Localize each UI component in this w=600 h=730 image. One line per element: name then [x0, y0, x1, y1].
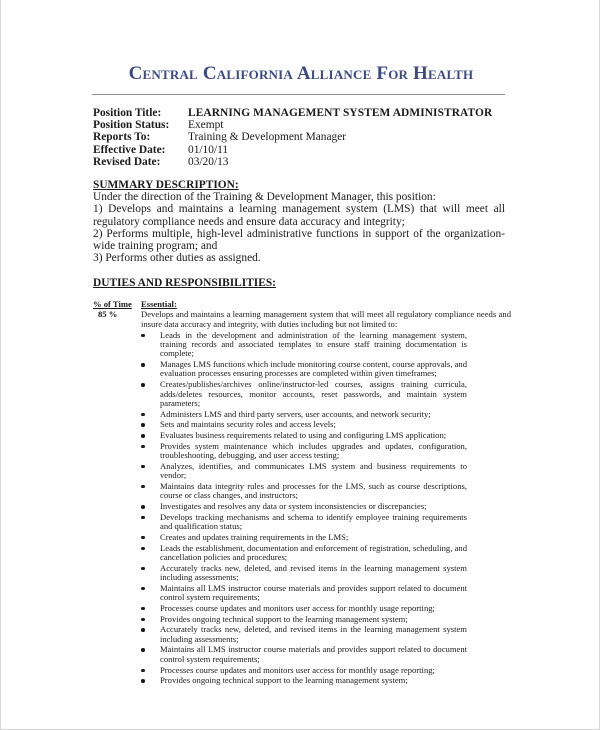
list-item: [141, 420, 467, 429]
list-item: [141, 564, 467, 583]
summary-item-3: 3) Performs other duties as assigned.: [93, 252, 261, 265]
list-item: [141, 431, 467, 440]
revised-date-row: [93, 156, 492, 168]
bullet-text: Provides system maintenance which includes upgrades and updates, configuration, troubleshooting, debugging, and user access testing;: [160, 440, 467, 461]
bullet-icon: [141, 567, 145, 571]
summary-item-2: 2) Performs multiple, high-level administrative functions in support of the organization-wide training program; and: [93, 227, 505, 253]
duty-percent: 85 %: [98, 309, 118, 320]
revised-date-label: Revised Date:: [93, 155, 161, 168]
list-item: [141, 410, 467, 419]
bullet-icon: [141, 536, 145, 540]
bullet-icon: [141, 648, 145, 652]
position-status-row: [93, 119, 492, 131]
bullet-icon: [141, 516, 145, 520]
duty-description: Develops and maintains a learning management system that will meet all regulatory compliance needs and insure data accuracy and integrity, with duties including but not limited to:: [141, 309, 511, 329]
bullet-icon: [141, 383, 145, 387]
bullet-icon: [141, 618, 145, 622]
list-item: [141, 615, 467, 624]
bullet-icon: [141, 485, 145, 489]
bullet-icon: [141, 334, 145, 338]
effective-date-value: 01/10/11: [188, 143, 229, 156]
summary-section: [93, 179, 505, 264]
bullet-text: Accurately tracks new, deleted, and revised items in the learning management system including assessments;: [160, 562, 467, 583]
list-item: [141, 676, 467, 685]
bullet-icon: [141, 413, 145, 417]
duty-bullet-list: [141, 331, 467, 686]
bullet-text: Leads in the development and administration of the learning management system, training records and associated templates to ensure staff training documentation is complete;: [160, 329, 467, 359]
list-item: [141, 482, 467, 501]
effective-date-label: Effective Date:: [93, 143, 166, 156]
bullet-icon: [141, 465, 145, 469]
list-item: [141, 462, 467, 481]
duties-heading: DUTIES AND RESPONSIBILITIES:: [93, 277, 276, 289]
position-info: [93, 107, 492, 168]
revised-date-value: 03/20/13: [188, 155, 229, 168]
position-status-value: Exempt: [188, 119, 224, 132]
bullet-text: Provides ongoing technical support to the learning management system;: [160, 613, 408, 624]
reports-to-row: [93, 131, 492, 143]
list-item: [141, 645, 467, 664]
list-item: [141, 544, 467, 563]
list-item: [141, 442, 467, 461]
bullet-text: Maintains data integrity rules and processes for the LMS, such as course descriptions, course or class changes, and instructors;: [160, 480, 467, 501]
bullet-icon: [141, 628, 145, 632]
list-item: [141, 513, 467, 532]
reports-to-label: Reports To:: [93, 131, 151, 144]
bullet-icon: [141, 363, 145, 367]
bullet-text: Leads the establishment, documentation and enforcement of registration, scheduling, and cancellation policies and procedures;: [160, 542, 467, 563]
bullet-text: Creates/publishes/archives online/instructor-led courses, assigns training curricula, adds/deletes resources, monitor accounts, reset passwords, and maintain system parameters;: [160, 379, 467, 408]
bullet-icon: [141, 445, 145, 449]
list-item: [141, 604, 467, 613]
bullet-icon: [141, 587, 145, 591]
bullet-icon: [141, 679, 145, 683]
summary-heading: SUMMARY DESCRIPTION:: [93, 179, 239, 191]
list-item: [141, 360, 467, 379]
bullet-text: Manages LMS functions which include monitoring course content, course approvals, and evaluation processes ensuring processes are completed within given timeframes;: [160, 359, 467, 379]
list-item: [141, 666, 467, 675]
bullet-text: Evaluates business requirements related to using and configuring LMS application;: [160, 430, 447, 441]
position-title-label: Position Title:: [93, 107, 162, 119]
bullet-icon: [141, 434, 145, 438]
summary-intro: Under the direction of the Training & Development Manager, this position:: [93, 191, 436, 204]
organization-title: Central California Alliance For Health: [128, 63, 474, 84]
list-item: [141, 533, 467, 542]
bullet-text: Investigates and resolves any data or system inconsistencies or discrepancies;: [160, 501, 427, 512]
bullet-text: Administers LMS and third party servers, user accounts, and network security;: [160, 408, 431, 419]
bullet-text: Analyzes, identifies, and communicates LMS system and business requirements to vendor;: [160, 460, 467, 481]
bullet-text: Accurately tracks new, deleted, and revised items in the learning management system including assessments;: [160, 624, 467, 644]
list-item: [141, 331, 467, 359]
duties-section: [93, 300, 513, 686]
bullet-icon: [141, 423, 145, 427]
bullet-text: Sets and maintains security roles and access levels;: [160, 419, 336, 430]
list-item: [141, 380, 467, 408]
reports-to-value: Training & Development Manager: [188, 131, 347, 144]
percent-time-header: % of Time: [93, 299, 132, 309]
bullet-text: Processes course updates and monitors user access for monthly usage reporting;: [160, 602, 435, 613]
position-status-label: Position Status:: [93, 119, 170, 132]
position-title-value: LEARNING MANAGEMENT SYSTEM ADMINISTRATOR: [188, 107, 493, 119]
header-divider: [92, 94, 505, 95]
list-item: [141, 584, 467, 603]
bullet-text: Provides ongoing technical support to the learning management system;: [160, 675, 408, 686]
bullet-icon: [141, 669, 145, 673]
position-title-row: [93, 107, 492, 119]
list-item: [141, 502, 467, 511]
bullet-text: Creates and updates training requirements in the LMS;: [160, 531, 349, 542]
summary-item-1: 1) Develops and maintains a learning management system (LMS) that will meet all regulatory compliance needs and ensure data accuracy and integrity;: [93, 203, 505, 228]
list-item: [141, 625, 467, 644]
essential-header: Essential:: [141, 299, 177, 309]
effective-date-row: [93, 144, 492, 156]
bullet-text: Maintains all LMS instructor course materials and provides support related to document control system requirements;: [160, 644, 467, 664]
bullet-icon: [141, 607, 145, 611]
bullet-icon: [141, 547, 145, 551]
bullet-text: Maintains all LMS instructor course materials and provides support related to document control system requirements;: [160, 582, 467, 603]
bullet-text: Processes course updates and monitors user access for monthly usage reporting;: [160, 664, 435, 675]
bullet-text: Develops tracking mechanisms and schema to identify employee training requirements and qualification status;: [160, 511, 467, 532]
bullet-icon: [141, 505, 145, 509]
duties-column-headers: [93, 300, 513, 309]
duty-block: [93, 310, 513, 329]
